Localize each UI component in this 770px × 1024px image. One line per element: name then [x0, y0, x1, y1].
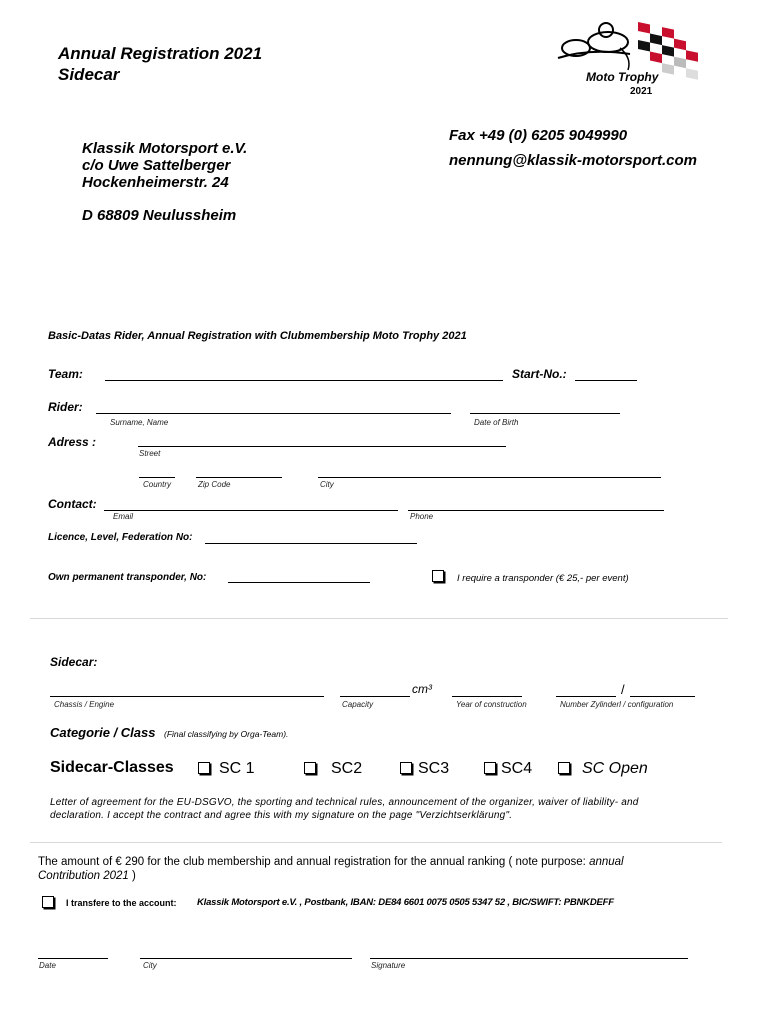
transfer-label: I transfere to the account:: [66, 898, 177, 908]
transponder-request-label: I require a transponder (€ 25,- per event): [457, 573, 629, 584]
page-title: Annual Registration 2021: [58, 44, 263, 63]
purpose-text-2: Contribution 2021: [38, 870, 129, 882]
contact-email: nennung@klassik-motorsport.com: [449, 152, 697, 169]
agreement-line-1: Letter of agreement for the EU-DSGVO, the sporting and technical rules, announcement of the organizer, waiver of liability- and: [50, 797, 639, 808]
country-field[interactable]: [139, 477, 175, 478]
rider-label: Rider:: [48, 400, 83, 414]
signature-city-field[interactable]: [140, 958, 352, 959]
email-field[interactable]: [104, 510, 398, 511]
dob-hint: Date of Birth: [474, 418, 519, 427]
slash-separator: /: [621, 682, 625, 697]
configuration-field[interactable]: [630, 696, 695, 697]
close-paren: ): [132, 870, 136, 882]
start-no-label: Start-No.:: [512, 367, 567, 381]
address-line-4: D 68809 Neulussheim: [82, 207, 237, 224]
chassis-engine-field[interactable]: [50, 696, 324, 697]
account-details: Klassik Motorsport e.V. , Postbank, IBAN: DE84 6601 0075 0505 5347 52 , BIC/SWIFT: PBNKDEFF: [197, 897, 614, 908]
payment-purpose-line: [38, 870, 136, 882]
logo-year: 2021: [630, 86, 653, 97]
sc-open-checkbox[interactable]: [558, 762, 570, 774]
sc1-label: SC 1: [219, 760, 255, 777]
surname-hint: Surname, Name: [110, 418, 169, 427]
sc1-checkbox[interactable]: [198, 762, 210, 774]
city-field[interactable]: [318, 477, 661, 478]
date-of-birth-field[interactable]: [470, 413, 620, 414]
team-label: Team:: [48, 367, 83, 381]
page-subtitle: Sidecar: [58, 65, 120, 84]
agreement-line-2: declaration. I accept the contract and agree this with my signature on the page "Verzichtserklärung".: [50, 810, 513, 821]
licence-field[interactable]: [205, 543, 417, 544]
sc3-label: SC3: [418, 760, 450, 777]
section-divider: [30, 618, 728, 619]
sc4-checkbox[interactable]: [484, 762, 496, 774]
team-field[interactable]: [105, 380, 503, 381]
purpose-text-1: annual: [589, 856, 624, 868]
email-hint: Email: [113, 512, 134, 521]
year-hint: Year of construction: [456, 700, 527, 709]
chassis-hint: Chassis / Engine: [54, 700, 115, 709]
section-divider-2: [30, 842, 722, 843]
signature-field[interactable]: [370, 958, 688, 959]
sidecar-classes-label: Sidecar-Classes: [50, 759, 174, 776]
date-field[interactable]: [38, 958, 108, 959]
sc-open-label: SC Open: [582, 760, 648, 777]
rider-name-field[interactable]: [96, 413, 451, 414]
cylinder-hint: Number Zylinderl / configuration: [560, 700, 674, 709]
licence-label: Licence, Level, Federation No:: [48, 532, 193, 543]
sidecar-heading: Sidecar:: [50, 655, 98, 669]
transponder-checkbox[interactable]: [432, 570, 444, 582]
payment-amount-text: [38, 856, 624, 868]
address-line-2: c/o Uwe Sattelberger: [82, 157, 231, 174]
zip-hint: Zip Code: [198, 480, 231, 489]
start-no-field[interactable]: [575, 380, 637, 381]
date-hint: Date: [39, 961, 56, 970]
phone-field[interactable]: [408, 510, 664, 511]
cylinder-field[interactable]: [556, 696, 616, 697]
address-line-3: Hockenheimerstr. 24: [82, 174, 229, 191]
category-label: Categorie / Class: [50, 725, 156, 740]
transponder-field[interactable]: [228, 582, 370, 583]
fax-number: Fax +49 (0) 6205 9049990: [449, 127, 628, 144]
transponder-label: Own permanent transponder, No:: [48, 572, 207, 583]
sc2-label: SC2: [331, 760, 363, 777]
signature-hint: Signature: [371, 961, 406, 970]
phone-hint: Phone: [410, 512, 434, 521]
zip-code-field[interactable]: [196, 477, 282, 478]
address-line-1: Klassik Motorsport e.V.: [82, 140, 248, 157]
street-hint: Street: [139, 449, 161, 458]
sc2-checkbox[interactable]: [304, 762, 316, 774]
moto-trophy-logo: [550, 18, 720, 100]
city-hint: City: [320, 480, 334, 489]
logo-text: Moto Trophy: [586, 70, 659, 84]
capacity-field[interactable]: [340, 696, 410, 697]
cm3-unit: cm³: [412, 682, 432, 696]
address-label: Adress :: [48, 435, 97, 449]
year-of-construction-field[interactable]: [452, 696, 522, 697]
contact-label: Contact:: [48, 497, 97, 511]
sc4-label: SC4: [501, 760, 533, 777]
category-note: (Final classifying by Orga-Team).: [164, 729, 289, 739]
footer-city-hint: City: [143, 961, 157, 970]
street-field[interactable]: [138, 446, 506, 447]
capacity-hint: Capacity: [342, 700, 374, 709]
transfer-checkbox[interactable]: [42, 896, 54, 908]
amount-text: The amount of € 290 for the club membership and annual registration for the annual ranking ( note purpose:: [38, 856, 586, 868]
country-hint: Country: [143, 480, 172, 489]
sc3-checkbox[interactable]: [400, 762, 412, 774]
rider-section-heading: Basic-Datas Rider, Annual Registration with Clubmembership Moto Trophy 2021: [48, 330, 467, 342]
